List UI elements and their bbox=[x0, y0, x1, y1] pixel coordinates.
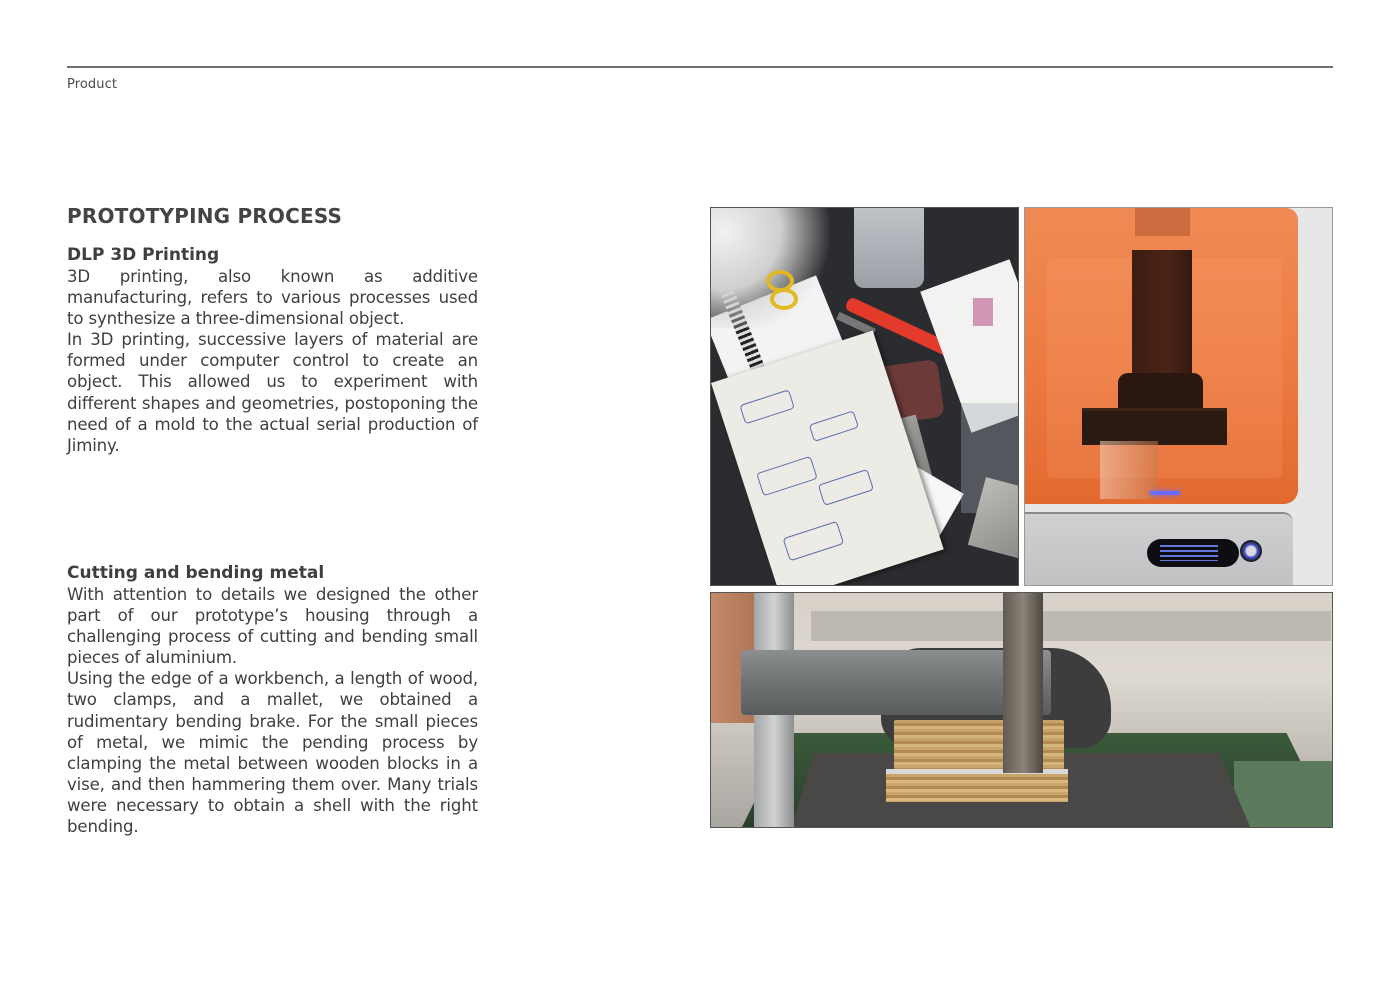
section-dlp-printing bbox=[67, 245, 478, 456]
section-heading: Cutting and bending metal bbox=[67, 563, 325, 583]
phone-object bbox=[854, 208, 924, 288]
photo-clamping-metal bbox=[710, 592, 1333, 828]
printer-collar bbox=[1118, 373, 1203, 413]
sketch-line bbox=[783, 521, 845, 561]
section-cutting-bending bbox=[67, 563, 478, 837]
section-heading: DLP 3D Printing bbox=[67, 245, 220, 265]
sketch-line bbox=[739, 389, 795, 424]
paragraph: In 3D printing, successive layers of material are formed under computer control to create an object. This allowed us to experiment with different shapes and geometries, postoponing the need of a mold to the actual serial production of Jiminy. bbox=[67, 330, 478, 455]
clamp-screw bbox=[1003, 593, 1043, 773]
paragraph: 3D printing, also known as additive manufacturing, refers to various processes used to synthesize a three-dimensional object. bbox=[67, 267, 478, 329]
paragraph: With attention to details we designed the other part of our prototype’s housing through a challenging process of cutting and bending small pieces of aluminium. bbox=[67, 585, 478, 668]
light-glare bbox=[711, 208, 831, 328]
header-rule bbox=[67, 66, 1333, 68]
page-title: PROTOTYPING PROCESS bbox=[67, 204, 343, 228]
wood-block-bottom bbox=[886, 774, 1068, 802]
section-label: Product bbox=[67, 77, 118, 92]
scissors-icon bbox=[766, 270, 806, 300]
photo-3d-printer bbox=[1024, 207, 1333, 586]
sketch-line bbox=[756, 456, 818, 496]
shelf bbox=[811, 611, 1331, 641]
paragraph: Using the edge of a workbench, a length of wood, two clamps, and a mallet, we obtained a rudimentary bending brake. For the small pieces of metal, we mimic the pending process by clamping the metal between wooden blocks in a vise, and then hammering them over. Many trials were necessary to obtain a shell with the right bending. bbox=[67, 669, 478, 837]
photo-desk-sketches bbox=[710, 207, 1019, 586]
green-mat bbox=[1234, 761, 1333, 828]
uv-light bbox=[1150, 491, 1180, 495]
sketch-line bbox=[818, 469, 874, 506]
pink-sketch bbox=[973, 298, 993, 326]
printer-top bbox=[1135, 208, 1190, 236]
printed-part bbox=[1100, 441, 1158, 499]
printer-z-column bbox=[1132, 250, 1192, 385]
build-platform bbox=[1082, 408, 1227, 445]
sketch-line bbox=[809, 410, 859, 442]
power-button-icon bbox=[1240, 540, 1262, 562]
display-text bbox=[1160, 545, 1218, 561]
